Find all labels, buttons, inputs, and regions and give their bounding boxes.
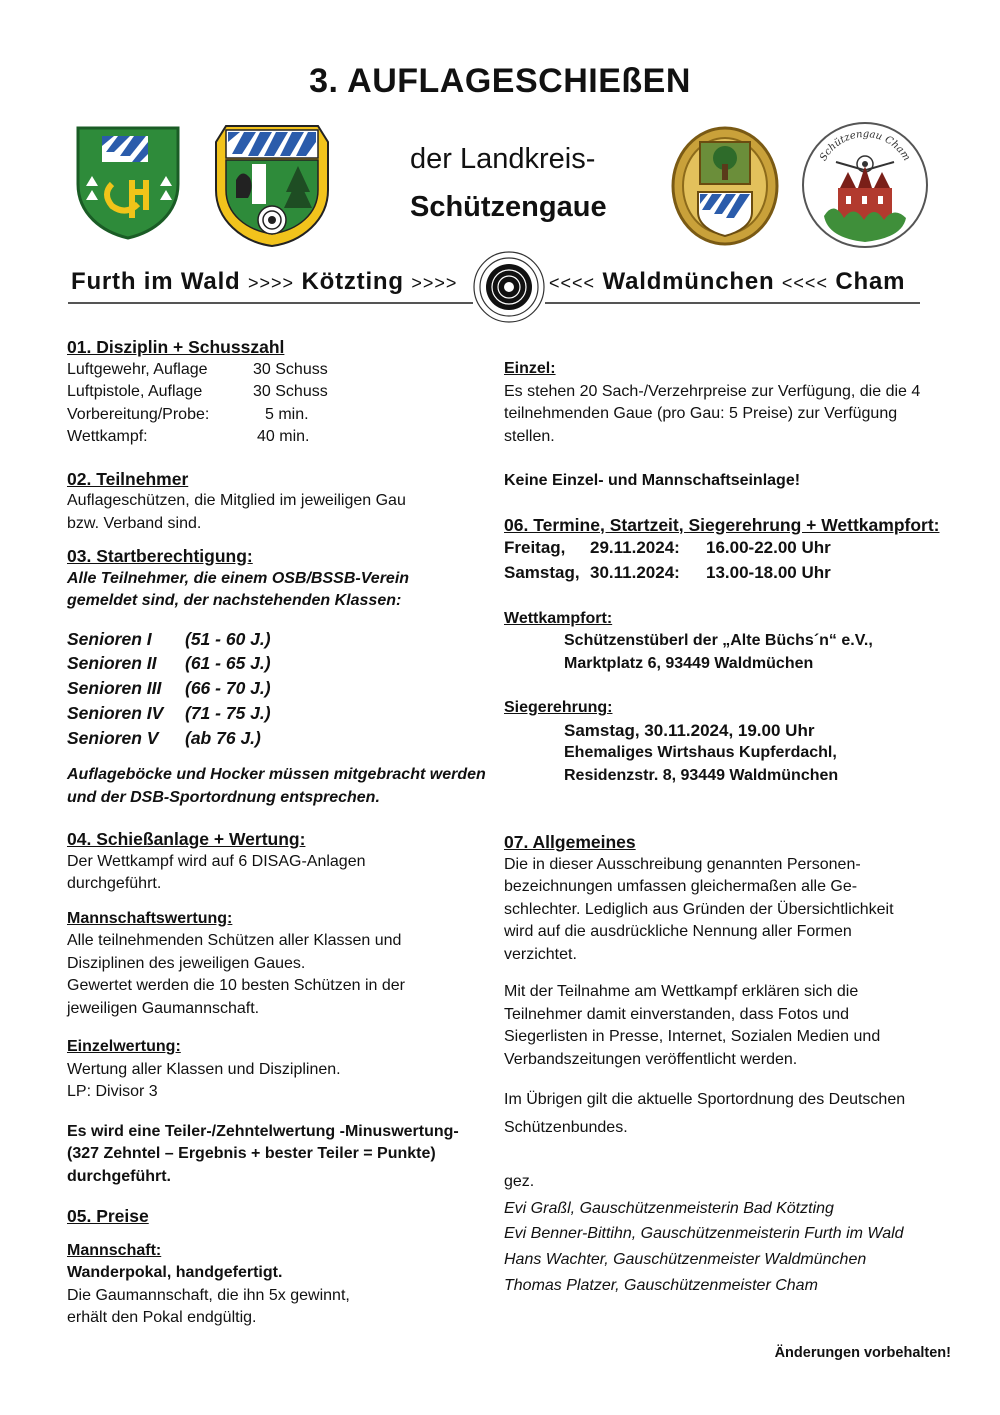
route-place-waldmuenchen: Waldmünchen: [602, 268, 775, 295]
section-03-note: und der DSB-Sportordnung entsprechen.: [67, 788, 380, 806]
class-age: (71 - 75 J.): [185, 702, 271, 723]
section-04-line: durchgeführt.: [67, 875, 162, 893]
prize-single-line: stellen.: [504, 427, 555, 445]
discipline-label: Vorbereitung/Probe:: [67, 405, 210, 423]
logo-further-gau: [72, 122, 184, 245]
general-paragraph-2: [504, 981, 964, 1071]
venue-heading: Wettkampfort:: [504, 609, 613, 627]
gez-label: gez.: [504, 1173, 535, 1191]
class-age: (ab 76 J.): [185, 727, 261, 748]
logo-gold-badge: [668, 124, 782, 253]
class-name: Senioren III: [67, 678, 162, 699]
class-name: Senioren IV: [67, 702, 164, 723]
general-line: Verbandszeitungen veröffentlicht werden.: [504, 1050, 798, 1068]
section-06-heading: 06. Termine, Startzeit, Siegerehrung + Wettkampfort:: [504, 514, 940, 535]
date-date: 29.11.2024:: [590, 538, 680, 557]
class-name: Senioren I: [67, 628, 152, 649]
discipline-label: Luftgewehr, Auflage: [67, 360, 208, 378]
minus-scoring-line: Es wird eine Teiler-/Zehntelwertung -Minuswertung-: [67, 1122, 459, 1140]
general-line: bezeichnungen umfassen gleichermaßen alle Ge-: [504, 878, 858, 896]
class-row: [67, 726, 492, 751]
discipline-row: [67, 404, 492, 427]
date-date: 30.11.2024:: [590, 562, 680, 582]
general-line: Mit der Teilnahme am Wettkampf erklären sich die: [504, 983, 859, 1001]
route-arrows-4: <<<<: [781, 273, 828, 293]
prize-team-line: erhält den Pokal endgültig.: [67, 1309, 257, 1327]
team-scoring-line: jeweiligen Gaumannschaft.: [67, 999, 260, 1017]
discipline-row: [67, 426, 492, 449]
section-04-line: Der Wettkampf wird auf 6 DISAG-Anlagen: [67, 852, 366, 870]
subtitle-line-2: Schützengaue: [410, 191, 607, 223]
general-paragraph-1: [504, 854, 964, 967]
route-left: [71, 268, 457, 296]
signature-line: Evi Benner-Bittihn, Gauschützenmeisterin Furth im Wald: [504, 1225, 904, 1243]
discipline-value: 30 Schuss: [253, 383, 328, 400]
route-right: [549, 268, 905, 296]
general-line: Siegerlisten in Presse, Internet, Sozialen Medien und: [504, 1028, 881, 1046]
discipline-table: [67, 359, 492, 449]
class-row: [67, 701, 492, 726]
section-02-line: Auflageschützen, die Mitglied im jeweiligen Gau: [67, 492, 406, 509]
general-line: Die in dieser Ausschreibung genannten Personen-: [504, 855, 861, 873]
discipline-row: [67, 359, 492, 382]
signature-line: Evi Graßl, Gauschützenmeisterin Bad Kötzting: [504, 1199, 834, 1217]
logo-koetzting-gau: [208, 120, 336, 255]
route-underline-right: [545, 302, 920, 304]
general-line: schlechter. Lediglich aus Gründen der Übersichtlichkeit: [504, 900, 894, 918]
signature-line: Hans Wachter, Gauschützenmeister Waldmünchen: [504, 1251, 867, 1269]
subtitle-line-1: der Landkreis-: [410, 143, 596, 175]
date-row: [504, 536, 964, 561]
award-line: Samstag, 30.11.2024, 19.00 Uhr: [564, 720, 815, 740]
general-line: Schützenbundes.: [504, 1119, 628, 1137]
discipline-row: [67, 381, 492, 404]
award-line: Residenzstr. 8, 93449 Waldmünchen: [564, 766, 839, 784]
team-scoring-line: Alle teilnehmenden Schützen aller Klassen und: [67, 932, 402, 950]
class-age: (61 - 65 J.): [185, 653, 271, 674]
signature-list: [504, 1196, 964, 1299]
award-heading: Siegerehrung:: [504, 699, 613, 717]
prize-single-line: Es stehen 20 Sach-/Verzehrpreise zur Verfügung, die die 4: [504, 382, 921, 400]
team-scoring-line: Gewertet werden die 10 besten Schützen in der: [67, 977, 405, 995]
logo-schuetzengau-cham: [800, 120, 930, 255]
single-scoring-heading: Einzelwertung:: [67, 1038, 181, 1056]
general-line: wird auf die ausdrückliche Nennung aller Formen: [504, 923, 852, 941]
prize-team-bold: Wanderpokal, handgefertigt.: [67, 1264, 283, 1282]
minus-scoring-line: durchgeführt.: [67, 1167, 171, 1185]
class-list: [67, 627, 492, 751]
section-02-heading: 02. Teilnehmer: [67, 468, 189, 489]
discipline-label: Wettkampf:: [67, 428, 148, 445]
discipline-value: 5 min.: [265, 405, 309, 423]
single-scoring-line: Wertung aller Klassen und Disziplinen.: [67, 1060, 341, 1078]
right-column: [504, 358, 964, 1299]
general-line: Teilnehmer damit einverstanden, dass Fotos und: [504, 1005, 850, 1023]
class-row: [67, 651, 492, 676]
venue-line: Marktplatz 6, 93449 Waldmüchen: [564, 654, 814, 672]
discipline-value: 40 min.: [257, 428, 310, 445]
class-age: (66 - 70 J.): [185, 678, 271, 699]
route-underline-left: [68, 302, 473, 304]
prize-team-line: Die Gaumannschaft, die ihn 5x gewinnt,: [67, 1286, 350, 1304]
section-01-heading: 01. Disziplin + Schusszahl: [67, 337, 285, 357]
left-column: [67, 336, 492, 1330]
prize-team-heading: Mannschaft:: [67, 1241, 162, 1259]
route-arrows-3: <<<<: [549, 273, 596, 293]
class-row: [67, 627, 492, 652]
team-scoring-heading: Mannschaftswertung:: [67, 909, 233, 927]
section-03-note: Auflageböcke und Hocker müssen mitgebracht werden: [67, 766, 486, 784]
target-icon: [472, 250, 546, 329]
class-age: (51 - 60 J.): [185, 628, 271, 649]
section-04-heading: 04. Schießanlage + Wertung:: [67, 829, 306, 850]
route-arrows-2: >>>>: [411, 273, 458, 293]
prize-single-line: teilnehmenden Gaue (pro Gau: 5 Preise) zur Verfügung: [504, 405, 898, 422]
venue-line: Schützenstüberl der „Alte Büchs´n“ e.V.,: [564, 632, 873, 650]
route-place-koetzting: Kötzting: [301, 268, 404, 295]
date-day: Freitag,: [504, 538, 566, 557]
route-place-furth: Furth im Wald: [71, 268, 241, 295]
prize-single-heading: Einzel:: [504, 360, 556, 377]
route-place-cham: Cham: [835, 268, 906, 295]
signature-line: Thomas Platzer, Gauschützenmeister Cham: [504, 1276, 818, 1294]
minus-scoring-line: (327 Zehntel – Ergebnis + bester Teiler = Punkte): [67, 1145, 436, 1163]
discipline-label: Luftpistole, Auflage: [67, 383, 203, 400]
section-02-line: bzw. Verband sind.: [67, 514, 202, 532]
date-day: Samstag,: [504, 562, 580, 582]
general-paragraph-3: [504, 1086, 964, 1142]
general-line: Im Übrigen gilt die aktuelle Sportordnung des Deutschen: [504, 1091, 906, 1109]
footer-note: Änderungen vorbehalten!: [774, 1345, 951, 1361]
no-entry-fee: Keine Einzel- und Mannschaftseinlage!: [504, 472, 801, 489]
discipline-value: 30 Schuss: [253, 360, 328, 378]
page-title: 3. AUFLAGESCHIEßEN: [309, 62, 691, 100]
section-03-line: Alle Teilnehmer, die einem OSB/BSSB-Verein: [67, 569, 410, 587]
section-05-heading: 05. Preise: [67, 1206, 149, 1227]
date-time: 13.00-18.00 Uhr: [706, 562, 831, 582]
class-row: [67, 676, 492, 701]
date-time: 16.00-22.00 Uhr: [706, 538, 831, 557]
section-03-line: gemeldet sind, der nachstehenden Klassen:: [67, 592, 402, 609]
single-scoring-line: LP: Divisor 3: [67, 1083, 158, 1101]
section-07-heading: 07. Allgemeines: [504, 832, 636, 853]
team-scoring-line: Disziplinen des jeweiligen Gaues.: [67, 954, 306, 972]
award-line: Ehemaliges Wirtshaus Kupferdachl,: [564, 744, 837, 762]
route-arrows-1: >>>>: [247, 273, 295, 293]
class-name: Senioren II: [67, 653, 157, 674]
date-row: [504, 561, 964, 586]
general-line: verzichtet.: [504, 945, 577, 963]
section-03-heading: 03. Startberechtigung:: [67, 546, 253, 566]
logo-cham-text: Schützengau Cham: [817, 128, 912, 164]
class-name: Senioren V: [67, 727, 159, 748]
